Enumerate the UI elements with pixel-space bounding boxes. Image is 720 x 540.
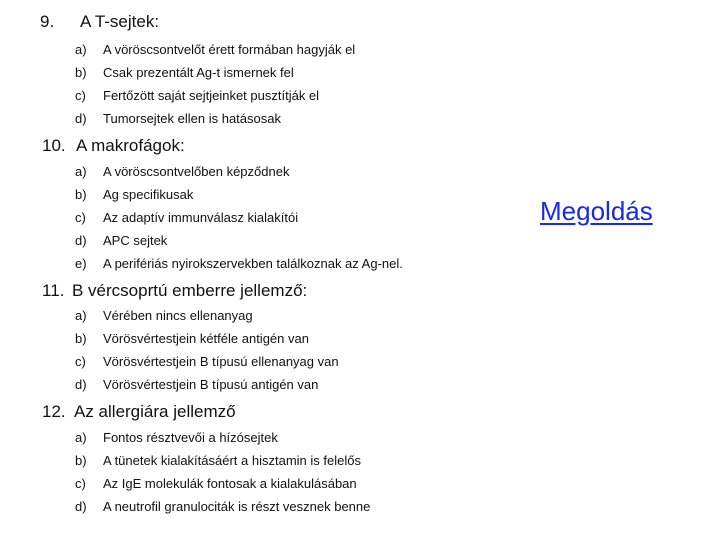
option-letter: a): [75, 430, 87, 445]
option-letter: b): [75, 453, 87, 468]
option-text: Vérében nincs ellenanyag: [103, 308, 253, 323]
option-letter: d): [75, 499, 87, 514]
option-text: Vörösvértestjein B típusú ellenanyag van: [103, 354, 339, 369]
option-text: Az IgE molekulák fontosak a kialakulásában: [103, 476, 357, 491]
option-letter: c): [75, 210, 86, 225]
option-text: A neutrofil granulociták is részt vesznek benne: [103, 499, 371, 514]
option-text: Csak prezentált Ag-t ismernek fel: [103, 65, 294, 80]
question-title: [42, 281, 307, 301]
option-letter: a): [75, 42, 87, 57]
option-text: A tünetek kialakításáért a hisztamin is felelős: [103, 453, 361, 468]
option-text: Fertőzött saját sejtjeinket pusztítják el: [103, 88, 320, 103]
question-number: 11.: [42, 281, 65, 300]
question-number: 12.: [42, 402, 66, 421]
option-text: A perifériás nyirokszervekben találkoznak az Ag-nel.: [103, 256, 403, 271]
question-number: 9.: [40, 12, 55, 31]
option-text: Vörösvértestjein B típusú antigén van: [103, 377, 319, 392]
option-letter: b): [75, 65, 87, 80]
option-text: A vöröscsontvelőt érett formában hagyják el: [103, 42, 356, 57]
solution-link[interactable]: Megoldás: [540, 196, 653, 226]
option-text: Fontos résztvevői a hízósejtek: [103, 430, 278, 445]
question-title: [40, 12, 159, 32]
option-letter: a): [75, 308, 87, 323]
option-letter: d): [75, 377, 87, 392]
option-text: A vöröscsontvelőben képződnek: [103, 164, 290, 179]
question-title: [42, 136, 185, 156]
question-number: 10.: [42, 136, 66, 155]
option-letter: b): [75, 331, 87, 346]
option-text: Vörösvértestjein kétféle antigén van: [103, 331, 309, 346]
option-letter: e): [75, 256, 87, 271]
option-letter: d): [75, 233, 87, 248]
question-text: B vércsoprtú emberre jellemző:: [72, 281, 308, 300]
option-letter: c): [75, 354, 86, 369]
question-text: Az allergiára jellemző: [74, 402, 236, 421]
option-letter: c): [75, 88, 86, 103]
option-letter: c): [75, 476, 86, 491]
option-text: Tumorsejtek ellen is hatásosak: [103, 111, 281, 126]
option-letter: b): [75, 187, 87, 202]
question-title: [42, 402, 236, 422]
question-text: A makrofágok:: [76, 136, 185, 155]
option-text: APC sejtek: [103, 233, 168, 248]
question-text: A T-sejtek:: [80, 12, 160, 31]
option-letter: a): [75, 164, 87, 179]
option-text: Az adaptív immunválasz kialakítói: [103, 210, 299, 225]
option-text: Ag specifikusak: [103, 187, 194, 202]
option-letter: d): [75, 111, 87, 126]
